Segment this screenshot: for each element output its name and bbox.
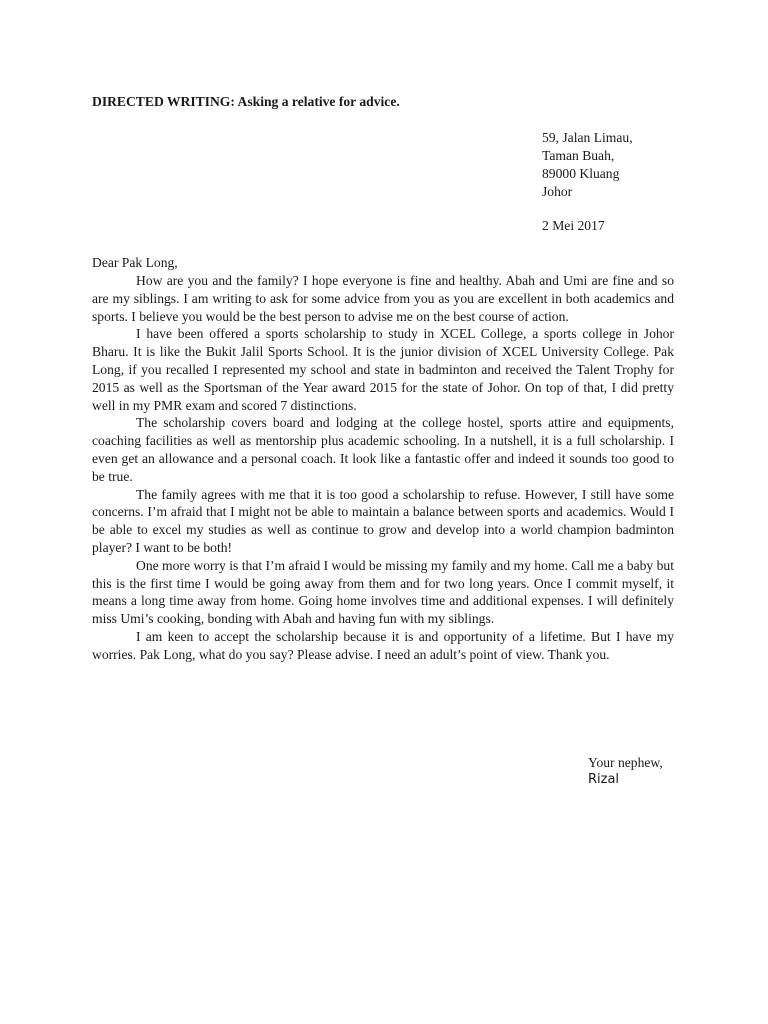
address-line-4: Johor xyxy=(542,184,573,199)
paragraph-1: How are you and the family? I hope everyone is fine and healthy. Abah and Umi are fine and so are my siblings. I am writing to ask for some advice from you as you are excellent in both academics and sports. I believe you would be the best person to advise me on the best course of action. xyxy=(92,273,674,324)
salutation: Dear Pak Long, xyxy=(92,255,178,270)
signature: Rizal xyxy=(588,772,620,787)
address-line-1: 59, Jalan Limau, xyxy=(542,130,633,145)
paragraph-6: I am keen to accept the scholarship because it is and opportunity of a lifetime. But I have my worries. Pak Long, what do you say? Please advise. I need an adult’s point of view. Thank you. xyxy=(92,628,674,662)
address-line-3: 89000 Kluang xyxy=(542,166,620,181)
letter-date: 2 Mei 2017 xyxy=(542,218,605,233)
document-heading: DIRECTED WRITING: Asking a relative for advice. xyxy=(92,94,400,109)
paragraph-5: One more worry is that I’m afraid I would be missing my family and my home. Call me a baby but this is the first time I would be going away from them and for two long years. Once I commit myself, it means a long time away from home. Going home involves time and additional expenses. I will definitely miss Umi’s cooking, bonding with Abah and having fun with my siblings. xyxy=(92,557,674,627)
paragraph-4: The family agrees with me that it is too good a scholarship to refuse. However, I still have some concerns. I’m afraid that I might not be able to maintain a balance between sports and academics. Would I be able to excel my studies as well as continue to grow and develop into a world champion badminton player? I want to be both! xyxy=(92,486,674,555)
letter-body xyxy=(92,272,674,664)
closing: Your nephew, xyxy=(588,755,663,770)
paragraph-3: The scholarship covers board and lodging at the college hostel, sports attire and equipments, coaching facilities as well as mentorship plus academic schooling. In a nutshell, it is a full scholarship. I even get an allowance and a personal coach. It look like a fantastic offer and indeed it sounds too good to be true. xyxy=(92,415,674,484)
paragraph-2: I have been offered a sports scholarship to study in XCEL College, a sports college in Johor Bharu. It is like the Bukit Jalil Sports School. It is the junior division of XCEL University College. Pak Long, if you recalled I represented my school and state in badminton and received the Talent Trophy for 2015 as well as the Sportsman of the Year award 2015 for the state of Johor. On top of that, I did pretty well in my PMR exam and scored 7 distinctions. xyxy=(92,326,674,413)
address-line-2: Taman Buah, xyxy=(542,148,615,163)
sender-address xyxy=(542,129,633,201)
